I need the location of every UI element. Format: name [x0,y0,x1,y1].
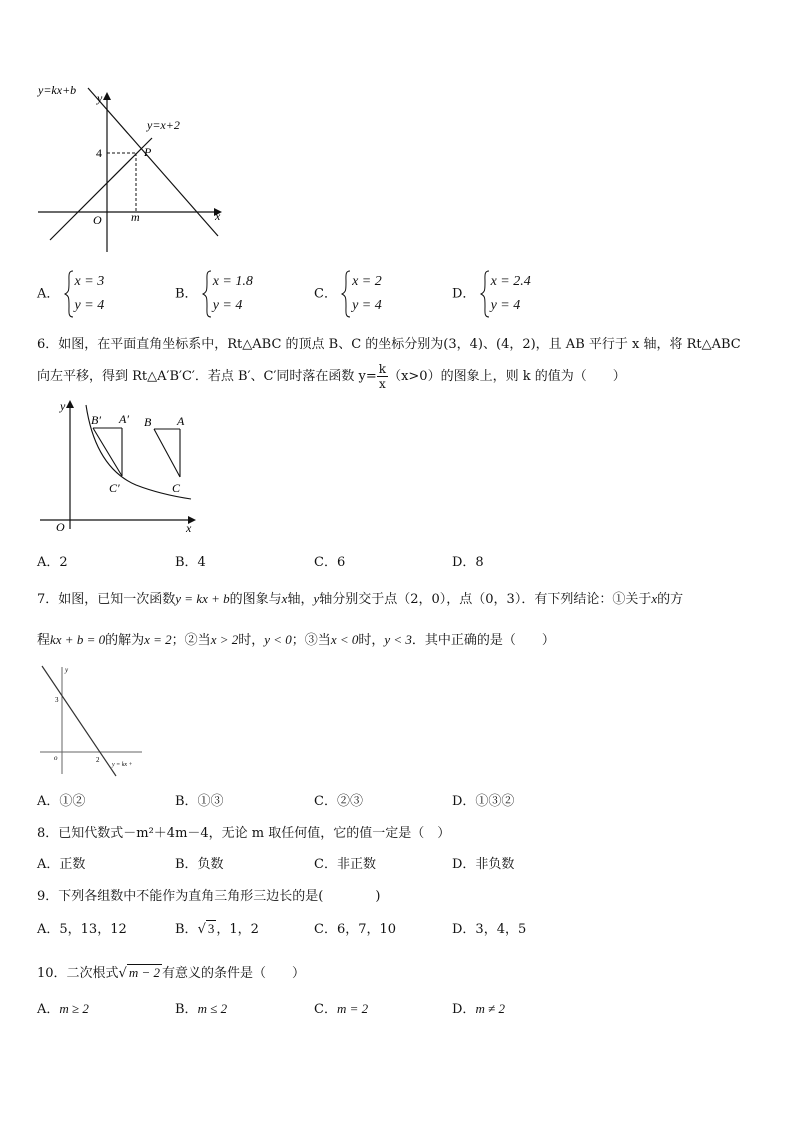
q6-frac-num: k [378,362,387,376]
q5-y-tick-label: 4 [96,146,102,160]
q7-cond2: x < 0 [330,632,359,647]
q10-option-a[interactable] [37,998,89,1017]
q7-line-label: y = kx + [112,762,133,768]
q5-figure [30,80,240,260]
q5-option-c[interactable] [314,270,382,318]
q7-y-axis-label: y [65,666,69,674]
q8-option-b[interactable]: B．负数 [175,857,224,872]
q6-cp-label: C′ [109,481,120,495]
q5-option-c-row2: y = 4 [352,298,382,313]
q7-cond1: x > 2 [210,632,239,647]
q6-c-label: C [172,481,181,495]
q7-line2-g: ．其中正确的是（ ） [411,633,555,648]
q5-option-a[interactable] [37,270,104,318]
q5-option-d-system [480,270,531,318]
q5-option-b-system [202,270,253,318]
q7-option-c[interactable]: C．②③ [314,794,363,809]
q7-option-d[interactable]: D．①③② [452,794,515,809]
q10-option-b-letter: B． [175,1002,198,1017]
q7-function: y = kx + b [175,591,230,606]
q6-line2-a: 向左平移，得到 Rt△A′B′C′．若点 B′、C′同时落在函数 y= [37,369,377,384]
q10-option-d-expr: m ≠ 2 [475,1001,505,1016]
q5-option-b-letter: B． [175,286,198,302]
q5-y-axis-label: y [97,91,103,105]
q7-line2-f: 时， [358,633,385,648]
q8-option-a[interactable]: A．正数 [37,857,86,872]
q10-option-d[interactable] [452,998,505,1017]
q6-b-label: B [144,415,152,429]
q5-option-d-row2: y = 4 [490,298,521,313]
q6-option-d[interactable]: D．8 [452,555,484,570]
q6-origin-label: O [56,520,65,534]
q7-line1-a: 7．如图，已知一次函数 [37,592,176,607]
q5-option-c-system [341,270,382,318]
q5-option-b-row2: y = 4 [212,298,243,313]
q7-line1-e: 的方 [657,592,684,607]
q5-option-d-letter: D． [452,286,476,302]
brace-icon [480,270,490,318]
q5-option-d[interactable] [452,270,531,318]
q7-yvar: y [313,591,320,606]
q6-line2 [37,362,626,391]
q5-option-a-row1: x = 3 [74,274,105,289]
q7-res2: y < 3 [384,632,412,647]
q10-option-c[interactable] [314,998,368,1017]
q7-equation: kx + b = 0 [50,632,106,647]
q7-line2-a: 程 [37,633,51,648]
q10-option-b-expr: m ≤ 2 [197,1001,228,1016]
q6-line2-b: （x>0）的图象上，则 k 的值为（ ） [388,369,626,384]
q6-a-label: A [177,414,185,428]
q10-text-b: 有意义的条件是（ ） [162,966,306,981]
q8-text: 8．已知代数式－m²＋4m－4，无论 m 取任何值，它的值一定是（ ） [37,826,451,841]
brace-icon [341,270,351,318]
q10-option-c-expr: m = 2 [336,1001,369,1016]
brace-icon [202,270,212,318]
q6-frac-den: x [379,377,386,391]
q7-option-a[interactable]: A．①② [37,794,86,809]
q7-line2 [37,629,555,648]
q5-option-b-row1: x = 1.8 [212,274,253,289]
q7-line1-b: 的图象与 [229,592,282,607]
q5-option-c-letter: C． [314,286,337,302]
q5-origin-label: O [93,213,102,227]
q7-xvar: x [281,591,288,606]
q10-option-a-letter: A． [37,1002,60,1017]
q8-option-c[interactable]: C．非正数 [314,857,376,872]
q6-bp-label: B′ [91,413,101,427]
q9-option-b-letter: B． [175,922,198,937]
q6-x-axis-label: x [186,521,192,535]
q7-origin-label: o [54,754,58,762]
q6-option-a[interactable]: A．2 [37,555,68,570]
q9-option-d[interactable]: D．3，4，5 [452,922,527,937]
q7-line2-c: ；②当 [171,633,211,648]
q5-x-tick-label: m [131,210,140,224]
q6-line1: 6．如图，在平面直角坐标系中，Rt△ABC 的顶点 B、C 的坐标分别为(3，4)、(4，2)，且 AB 平行于 x 轴，将 Rt△ABC [37,337,741,352]
q7-res1: y < 0 [264,632,292,647]
q6-y-axis-label: y [60,399,66,413]
q5-x-axis-label: x [215,209,221,223]
q10-option-d-letter: D． [452,1002,476,1017]
q6-ap-label: A′ [119,412,129,426]
radical-icon: √ [197,922,206,937]
q7-y-tick-label: 3 [55,696,59,704]
q7-line1 [37,588,683,607]
q10-option-c-letter: C． [314,1002,337,1017]
q6-figure [36,395,201,535]
q5-option-d-row1: x = 2.4 [490,274,531,289]
q7-line2-e: ；③当 [291,633,331,648]
q5-option-a-system [64,270,105,318]
q5-line2-label: y=x+2 [147,118,180,132]
q7-figure [36,662,148,778]
q10-option-a-expr: m ≥ 2 [59,1001,89,1016]
q5-option-b[interactable] [175,270,253,318]
q10-option-b[interactable] [175,998,227,1017]
q5-point-p-label: P [144,145,152,159]
q8-option-d[interactable]: D．非负数 [452,857,515,872]
q10-radicand: m − 2 [128,965,161,980]
q9-option-c[interactable]: C．6，7，10 [314,922,397,937]
q9-option-b-rest: ，1，2 [216,922,259,937]
q7-line1-d: 轴分别交于点（2，0），点（0，3）．有下列结论：①关于 [319,592,652,607]
q7-line2-b: 的解为 [105,633,145,648]
q7-line1-c: 轴， [287,592,314,607]
q9-option-b[interactable] [175,918,259,937]
q7-line2-d: 时， [238,633,265,648]
radical-icon: √ [118,966,127,981]
q10-text [37,962,305,981]
q9-option-a[interactable]: A．5，13，12 [37,922,127,937]
q6-option-b[interactable]: B．4 [175,555,206,570]
q9-text: 9．下列各组数中不能作为直角三角形三边长的是( ) [37,889,381,904]
q5-line1-label: y=kx+b [38,83,77,97]
q9-option-b-radicand: 3 [207,921,215,936]
q7-xvar2: x [651,591,658,606]
q6-option-c[interactable]: C．6 [314,555,346,570]
q7-option-b[interactable]: B．①③ [175,794,224,809]
q5-option-a-letter: A． [37,286,60,302]
q5-option-a-row2: y = 4 [74,298,105,313]
brace-icon [64,270,74,318]
q7-solution: x = 2 [144,632,172,647]
q5-option-c-row1: x = 2 [352,274,382,289]
q6-fraction [377,362,388,391]
q7-x-tick-label: 2 [96,756,100,764]
q10-text-a: 10．二次根式 [37,966,119,981]
